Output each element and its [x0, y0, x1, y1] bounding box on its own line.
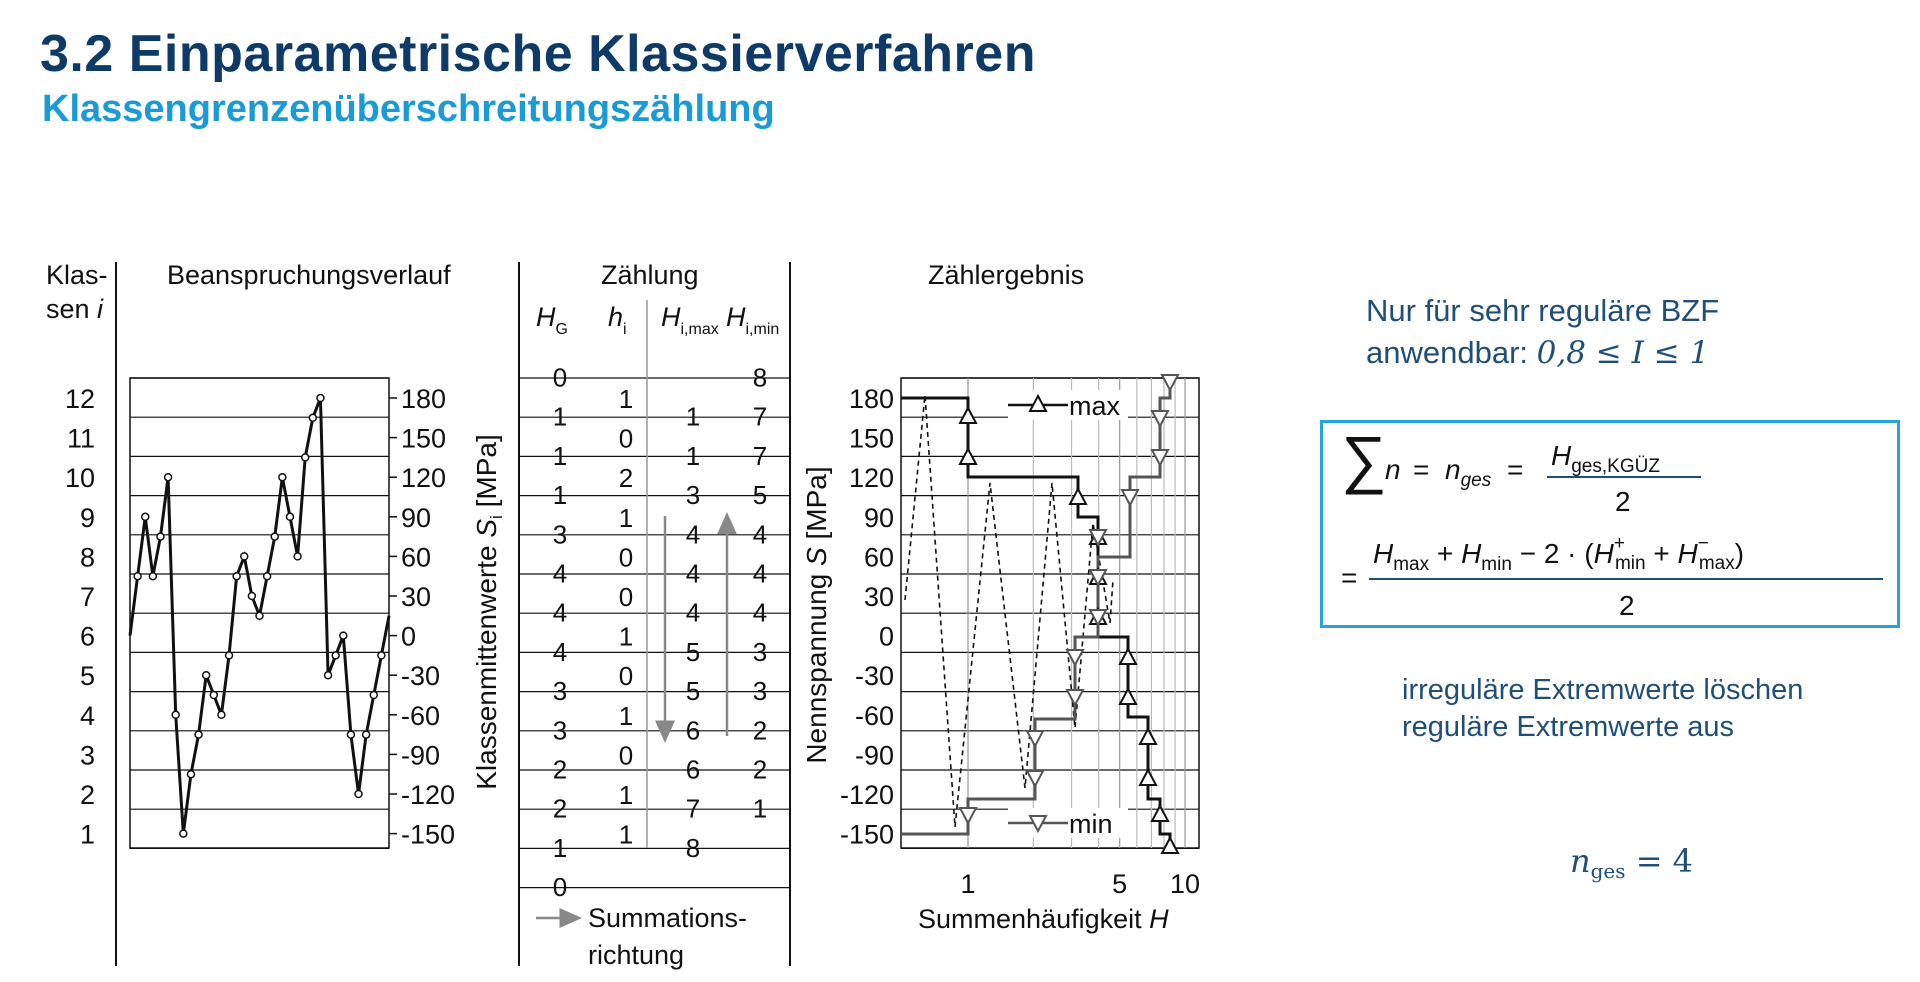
result-y-tick: 90	[863, 502, 894, 533]
class-number-labels	[65, 384, 95, 850]
header-HG: $H_G$	[536, 302, 568, 338]
HG-value: 3	[552, 715, 568, 746]
max-markers	[960, 408, 1178, 853]
HG-value: 3	[552, 676, 568, 707]
load-history-point	[302, 454, 309, 461]
Himin-values	[753, 363, 767, 824]
Himax-value: 4	[685, 519, 701, 550]
result-y-tick-labels	[840, 384, 894, 850]
result-y-tick: 150	[848, 423, 894, 454]
HG-value: 0	[552, 872, 568, 903]
min-marker	[1027, 771, 1043, 786]
load-history-point	[325, 672, 332, 679]
load-history-point	[309, 414, 316, 421]
result-y-tick: -90	[854, 740, 894, 771]
legend-min-label: min	[1069, 809, 1113, 839]
max-marker	[1152, 806, 1168, 821]
hi-value: 0	[618, 542, 634, 573]
hi-value: 1	[618, 780, 634, 810]
result-x-axis-label: Summenhäufigkeit H	[918, 904, 1169, 934]
summation-label-2: richtung	[588, 940, 685, 970]
Himin-value: 2	[752, 715, 768, 746]
result-y-tick: -120	[839, 780, 894, 810]
cycle-count-formula	[1323, 423, 1897, 625]
rule-evaluate-regular: reguläre Extremwerte aus	[1402, 711, 1735, 743]
Himax-value: 5	[685, 636, 701, 667]
hi-value: 1	[618, 384, 634, 414]
load-history-point	[165, 474, 172, 481]
HG-value: 4	[552, 636, 568, 667]
hi-values	[619, 384, 633, 850]
slide-subtitle: Klassengrenzenüberschreitungszählung	[42, 88, 775, 130]
class-number: 1	[79, 819, 95, 850]
svg-text:Hmax + Hmin − 2 · (H+min + H−m: $H_{max} + H_{min} - 2 \cdot (H^+$ min + H− max)	[1373, 533, 1745, 575]
header-counting: Zählung	[601, 260, 699, 290]
svg-text:2: 2	[1615, 486, 1631, 517]
result-x-tick: 5	[1112, 869, 1128, 899]
min-step-curve	[901, 380, 1170, 834]
class-mean-label: -30	[401, 661, 441, 692]
Himax-value: 6	[685, 715, 701, 746]
load-history-point	[142, 513, 149, 520]
load-history-point	[370, 692, 377, 699]
Himin-value: 2	[752, 754, 768, 785]
class-number: 2	[79, 780, 95, 810]
result-x-tick: 10	[1169, 869, 1201, 899]
result-y-tick: 120	[848, 463, 894, 494]
Himax-value: 6	[685, 754, 701, 785]
result-y-tick: 180	[848, 384, 894, 414]
class-mean-label: 90	[401, 502, 432, 533]
Himax-value: 4	[685, 558, 701, 589]
result-dashed-history	[905, 395, 1113, 827]
class-number: 9	[79, 502, 95, 533]
extreme-value-rules	[1402, 672, 1803, 746]
Himax-value: 7	[685, 793, 701, 824]
load-history-point	[226, 652, 233, 659]
summation-label-1: Summations-	[588, 903, 748, 933]
HG-value: 1	[552, 401, 568, 432]
load-history-point	[172, 711, 179, 718]
class-number: 8	[79, 542, 95, 573]
result-y-tick: -150	[839, 819, 894, 850]
result-y-tick: -30	[854, 661, 894, 692]
hi-value: 0	[618, 582, 634, 612]
svg-text:=: =	[1413, 454, 1430, 485]
load-history-point	[210, 692, 217, 699]
load-history-point	[195, 731, 202, 738]
class-mean-label: 30	[401, 582, 432, 612]
applicability-line2: anwendbar: 0,8 ≤ I ≤ 1	[1366, 335, 1710, 371]
load-history-point	[294, 553, 301, 560]
hi-value: 1	[618, 700, 634, 731]
applicability-line1: Nur für sehr reguläre BZF	[1366, 293, 1720, 328]
HG-value: 2	[552, 754, 568, 785]
class-number: 10	[64, 463, 95, 494]
class-number: 12	[64, 384, 95, 414]
formula-box	[1320, 420, 1900, 628]
hi-value: 2	[618, 463, 634, 494]
load-history-point	[157, 533, 164, 540]
class-mean-label: -150	[401, 819, 456, 850]
applicability-note	[1366, 290, 1719, 374]
hi-value: 1	[618, 502, 634, 533]
class-mean-label: -120	[401, 780, 456, 810]
load-history-point	[355, 791, 362, 798]
min-markers	[960, 375, 1178, 823]
class-mean-labels	[389, 384, 455, 850]
load-history-point	[149, 573, 156, 580]
load-history-point	[187, 771, 194, 778]
Himin-value: 3	[752, 636, 768, 667]
load-history-point	[317, 395, 324, 402]
load-history-point	[340, 632, 347, 639]
class-mean-label: -90	[401, 740, 441, 771]
svg-text:n: n	[1385, 454, 1401, 485]
HG-values	[553, 363, 567, 903]
max-marker	[1120, 649, 1136, 664]
Himin-value: 4	[752, 558, 768, 589]
total-cycles: nges = 4	[1570, 842, 1694, 883]
min-marker	[1122, 490, 1138, 505]
class-number: 7	[79, 582, 95, 612]
svg-text:nges: $n_{ges}$	[1445, 454, 1492, 491]
Himin-value: 7	[752, 440, 768, 471]
Himin-value: 7	[752, 401, 768, 432]
load-history-point	[256, 612, 263, 619]
HG-value: 1	[552, 832, 568, 863]
class-number: 6	[79, 621, 95, 652]
load-history-point	[264, 573, 271, 580]
legend-max-label: max	[1069, 391, 1121, 421]
result-y-tick: -60	[854, 700, 894, 731]
result-y-tick: 0	[878, 621, 894, 652]
Himax-values	[686, 402, 700, 863]
irregularity-range: 0,8 ≤ I ≤ 1	[1536, 335, 1710, 371]
Himin-value: 1	[752, 793, 768, 824]
Himax-value: 5	[685, 676, 701, 707]
Himin-value: 3	[752, 676, 768, 707]
class-axis-label: Klassenmittenwerte $S_i$ [MPa]	[471, 434, 506, 790]
class-mean-label: 150	[401, 423, 447, 454]
svg-text:∑: ∑	[1341, 423, 1387, 495]
hi-value: 1	[618, 819, 634, 850]
slide-title: 3.2 Einparametrische Klassierverfahren	[40, 25, 1036, 83]
min-marker	[1152, 411, 1168, 426]
load-history-point	[233, 573, 240, 580]
load-history-point	[241, 553, 248, 560]
Himax-value: 8	[685, 832, 701, 863]
Himax-value: 1	[685, 440, 701, 471]
header-Himin: $H_{i,min}$	[726, 302, 780, 338]
rule-delete-irregular: irreguläre Extremwerte löschen	[1402, 674, 1804, 706]
svg-text:=: =	[1507, 454, 1524, 485]
header-classes-line2: sen i	[46, 294, 104, 324]
Himin-value: 8	[752, 362, 768, 393]
class-mean-label: 180	[401, 384, 447, 414]
class-mean-label: 120	[401, 463, 447, 494]
Himax-value: 1	[685, 401, 701, 432]
svg-text:Hges,KGÜZ: $H_{ges,KGÜZ}$	[1551, 440, 1660, 477]
load-history-point	[203, 672, 210, 679]
hi-value: 0	[618, 661, 634, 692]
header-Himax: $H_{i,max}$	[661, 302, 719, 338]
load-history-point	[218, 711, 225, 718]
hi-value: 1	[618, 621, 634, 652]
svg-text:2: 2	[1619, 590, 1635, 621]
load-history-point	[271, 533, 278, 540]
class-number: 5	[79, 661, 95, 692]
load-history-point	[248, 593, 255, 600]
max-marker	[1070, 489, 1086, 504]
min-marker	[960, 808, 976, 823]
HG-value: 4	[552, 597, 568, 628]
Himax-value: 3	[685, 480, 701, 511]
class-mean-label: -60	[401, 700, 441, 731]
max-marker	[1140, 770, 1156, 785]
result-y-axis-label: Nennspannung S [MPa]	[801, 466, 832, 764]
Himin-value: 4	[752, 597, 768, 628]
result-y-tick: 30	[863, 582, 894, 612]
class-mean-label: 0	[401, 621, 417, 652]
header-hi: $h_i$	[608, 302, 627, 338]
result-grid	[901, 378, 1199, 848]
min-marker	[1152, 450, 1168, 465]
class-number: 4	[79, 700, 95, 731]
hi-value: 0	[618, 423, 634, 454]
class-mean-label: 60	[401, 542, 432, 573]
Himin-value: 5	[752, 480, 768, 511]
Himin-value: 4	[752, 519, 768, 550]
HG-value: 3	[552, 519, 568, 550]
load-history-point	[180, 830, 187, 837]
load-history-point	[134, 573, 141, 580]
load-history-point	[279, 474, 286, 481]
HG-value: 4	[552, 558, 568, 589]
result-x-tick: 1	[960, 869, 976, 899]
load-history-point	[332, 652, 339, 659]
load-history-point	[347, 731, 354, 738]
header-load-history: Beanspruchungsverlauf	[167, 260, 451, 290]
class-number: 3	[79, 740, 95, 771]
HG-value: 0	[552, 362, 568, 393]
max-marker	[960, 408, 976, 423]
HG-value: 1	[552, 440, 568, 471]
svg-text:=: =	[1341, 562, 1358, 593]
load-history-point	[363, 731, 370, 738]
result-y-tick: 60	[863, 542, 894, 573]
hi-value: 0	[618, 740, 634, 771]
class-number: 11	[66, 423, 95, 454]
Himax-value: 4	[685, 597, 701, 628]
header-classes: Klas-	[46, 260, 108, 290]
HG-value: 1	[552, 480, 568, 511]
load-history-point	[378, 652, 385, 659]
min-marker	[1067, 690, 1083, 705]
header-result: Zählergebnis	[928, 260, 1085, 290]
result-x-tick-labels	[960, 869, 1200, 899]
HG-value: 2	[552, 793, 568, 824]
load-history-point	[286, 513, 293, 520]
